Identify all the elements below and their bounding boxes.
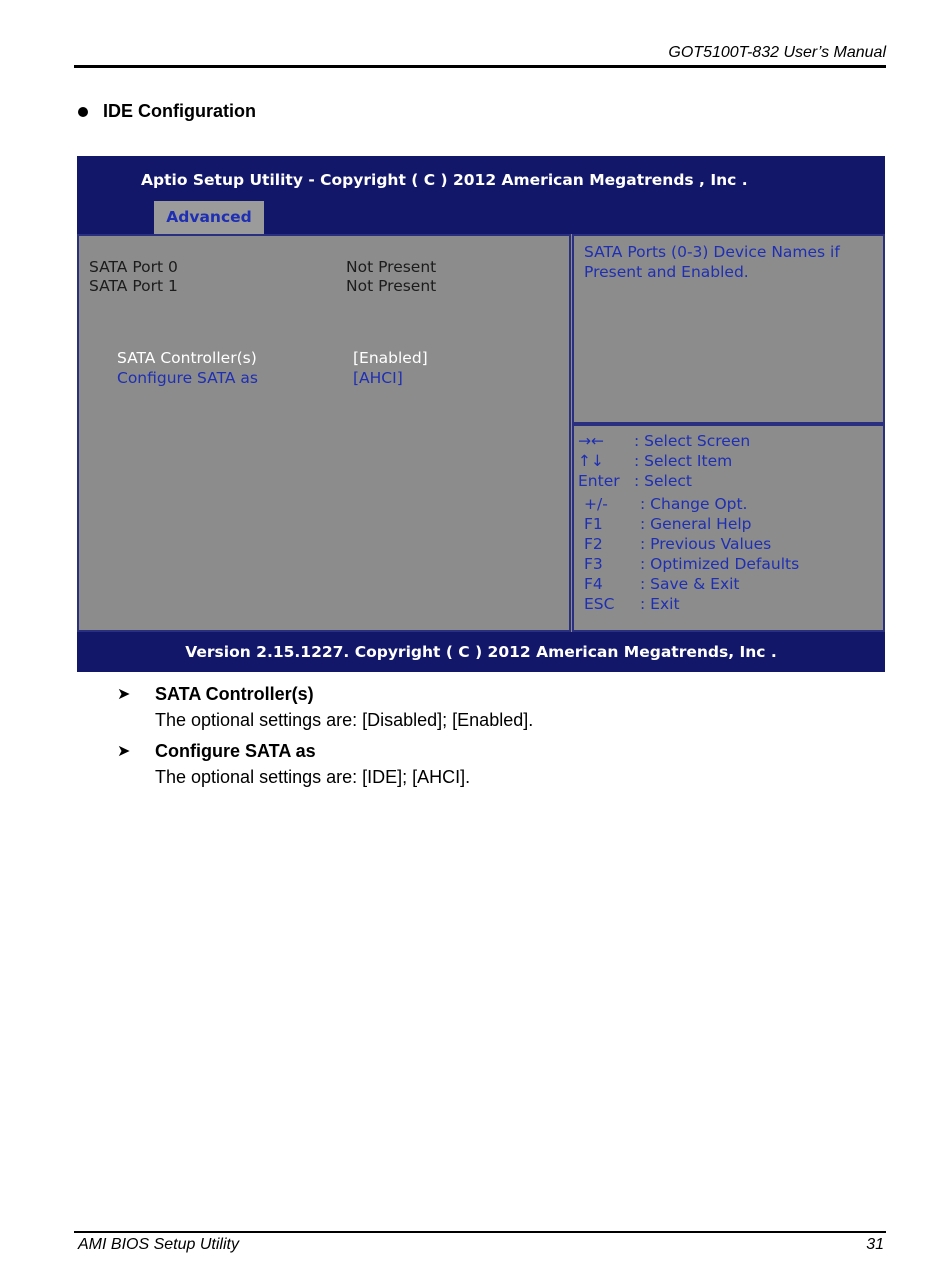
page-number: 31 bbox=[866, 1236, 884, 1253]
key-select-screen bbox=[578, 432, 750, 450]
key-name: ESC bbox=[584, 595, 615, 613]
bios-version-bar: Version 2.15.1227. Copyright ( C ) 2012 American Megatrends, Inc . bbox=[77, 632, 885, 672]
key-sep: : bbox=[640, 555, 646, 573]
key-sep: : bbox=[634, 452, 640, 470]
option-name: SATA Controller(s) bbox=[155, 684, 314, 704]
section-heading-text: IDE Configuration bbox=[103, 101, 256, 121]
setting-label: Configure SATA as bbox=[117, 369, 258, 387]
arrow-up-down-icon: ↑↓ bbox=[578, 452, 604, 470]
bios-key-legend bbox=[572, 424, 885, 632]
key-change-opt bbox=[584, 495, 748, 513]
key-select-item bbox=[578, 452, 732, 470]
bios-help-panel bbox=[572, 234, 885, 424]
key-action: Select Screen bbox=[644, 432, 751, 450]
bios-title-bar bbox=[77, 156, 885, 234]
key-sep: : bbox=[640, 595, 646, 613]
arrow-bullet-icon: ➤ bbox=[117, 686, 131, 703]
key-esc bbox=[584, 595, 680, 613]
key-enter bbox=[578, 472, 692, 490]
key-action: Exit bbox=[650, 595, 680, 613]
info-label: SATA Port 1 bbox=[89, 277, 178, 295]
key-name: F1 bbox=[584, 515, 603, 533]
key-name: F4 bbox=[584, 575, 603, 593]
setting-value[interactable]: [Enabled] bbox=[353, 349, 428, 367]
setting-label: SATA Controller(s) bbox=[117, 349, 257, 367]
key-sep: : bbox=[640, 535, 646, 553]
key-sep: : bbox=[634, 432, 640, 450]
key-f2 bbox=[584, 535, 771, 553]
bios-settings-panel bbox=[77, 234, 571, 632]
help-text: SATA Ports (0-3) Device Names if Present and Enabled. bbox=[584, 243, 840, 281]
key-f1 bbox=[584, 515, 752, 533]
key-action: Select bbox=[644, 472, 692, 490]
footer-rule bbox=[74, 1231, 886, 1233]
option-desc: The optional settings are: [IDE]; [AHCI]. bbox=[155, 767, 471, 787]
key-name: +/- bbox=[584, 495, 608, 513]
section-heading bbox=[78, 101, 256, 122]
key-action: General Help bbox=[650, 515, 752, 533]
manual-title: GOT5100T-832 User’s Manual bbox=[668, 44, 886, 61]
info-value: Not Present bbox=[346, 258, 437, 276]
key-f3 bbox=[584, 555, 799, 573]
key-sep: : bbox=[640, 515, 646, 533]
key-action: Change Opt. bbox=[650, 495, 748, 513]
info-value: Not Present bbox=[346, 277, 437, 295]
key-f4 bbox=[584, 575, 740, 593]
key-name: F2 bbox=[584, 535, 603, 553]
info-label: SATA Port 0 bbox=[89, 258, 178, 276]
option-desc: The optional settings are: [Disabled]; [Enabled]. bbox=[155, 710, 534, 730]
bullet-icon bbox=[78, 107, 88, 117]
arrow-left-right-icon: →← bbox=[578, 432, 604, 450]
setting-value[interactable]: [AHCI] bbox=[353, 369, 403, 387]
header-rule bbox=[74, 65, 886, 68]
key-action: Optimized Defaults bbox=[650, 555, 800, 573]
bios-screenshot bbox=[77, 156, 885, 672]
key-action: Save & Exit bbox=[650, 575, 740, 593]
footer-chapter: AMI BIOS Setup Utility bbox=[78, 1236, 239, 1253]
bios-title: Aptio Setup Utility - Copyright ( C ) 2012 American Megatrends , Inc . bbox=[141, 171, 748, 189]
option-name: Configure SATA as bbox=[155, 741, 316, 761]
key-action: Select Item bbox=[644, 452, 733, 470]
key-sep: : bbox=[640, 575, 646, 593]
key-name: Enter bbox=[578, 472, 620, 490]
key-action: Previous Values bbox=[650, 535, 772, 553]
key-sep: : bbox=[640, 495, 646, 513]
key-sep: : bbox=[634, 472, 640, 490]
arrow-bullet-icon: ➤ bbox=[117, 743, 131, 760]
key-name: F3 bbox=[584, 555, 603, 573]
tab-advanced[interactable]: Advanced bbox=[154, 201, 264, 234]
